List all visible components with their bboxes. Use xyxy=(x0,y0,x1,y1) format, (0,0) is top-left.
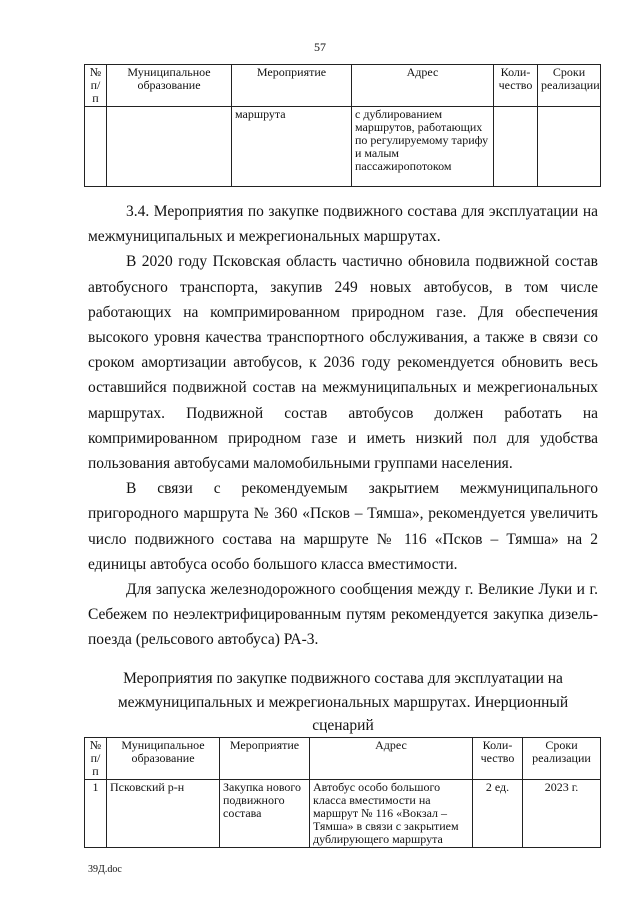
header-event: Мероприятие xyxy=(220,738,310,780)
paragraph-1: В 2020 году Псковская область частично обновила подвижной состав автобусного транспорта, закупив 249 новых автобусов, в том числе работающих на компримированном природном газе. Для обеспечения высокого уровня качества транспортного обслуживания, а также в связи со сроком амортизации автобусов, к 2036 году рекомендуется обновить весь оставшийся подвижной состав на межмуниципальных и межрегиональных маршрутах. Подвижной состав автобусов должен работать на компримированном природном газе и иметь низкий пол для удобства пользования автобусами маломобильными группами населения. xyxy=(88,253,598,473)
header-municipality: Муниципальное образование xyxy=(107,738,220,780)
cell-date: 2023 г. xyxy=(523,780,601,848)
paragraph-3: Для запуска железнодорожного сообщения между г. Великие Луки и г. Себежем по неэлектрифицированным путям рекомендуется закупка дизель-поезда (рельсового автобуса) РА-3. xyxy=(88,581,598,649)
header-date: Сроки реализации xyxy=(538,65,601,107)
cell-municipality: Псковский р-н xyxy=(107,780,220,848)
table-header-row xyxy=(85,738,601,780)
header-quantity: Коли- чество xyxy=(473,738,523,780)
cell-date xyxy=(538,107,601,187)
section-body xyxy=(88,199,598,653)
header-address: Адрес xyxy=(310,738,473,780)
cell-event: Закупка нового подвижного состава xyxy=(220,780,310,848)
file-name-footer: 39Д.doc xyxy=(88,864,122,875)
header-num: № п/п xyxy=(85,738,107,780)
header-address: Адрес xyxy=(352,65,494,107)
header-event: Мероприятие xyxy=(232,65,352,107)
header-municipality: Муниципальное образование xyxy=(107,65,232,107)
cell-quantity xyxy=(494,107,538,187)
table-row xyxy=(85,107,601,187)
cell-address: с дублированием маршрутов, работающих по регулируемому тарифу и малым пассажиропотоком xyxy=(352,107,494,187)
section-title: 3.4. Мероприятия по закупке подвижного состава для эксплуатации на межмуниципальных и межрегиональных маршрутах. xyxy=(88,203,598,246)
cell-quantity: 2 ед. xyxy=(473,780,523,848)
cell-address: Автобус особо большого класса вместимости на маршрут № 116 «Вокзал – Тямша» в связи с закрытием дублирующего маршрута xyxy=(310,780,473,848)
cell-num: 1 xyxy=(85,780,107,848)
table-header-row xyxy=(85,65,601,107)
paragraph-2: В связи с рекомендуемым закрытием межмуниципального пригородного маршрута № 360 «Псков – Тямша», рекомендуется увеличить число подвижного состава на маршруте № 116 «Псков – Тямша» на 2 единицы автобуса особо большого класса вместимости. xyxy=(88,480,598,573)
header-num: № п/п xyxy=(85,65,107,107)
table-continued xyxy=(84,64,601,187)
table-heading: Мероприятия по закупке подвижного состава для эксплуатации на межмуниципальных и межрегиональных маршрутах. Инерционный сценарий xyxy=(117,670,569,734)
table-scenario xyxy=(84,737,601,848)
cell-municipality xyxy=(107,107,232,187)
cell-num xyxy=(85,107,107,187)
table-row xyxy=(85,780,601,848)
header-quantity: Коли- чество xyxy=(494,65,538,107)
header-date: Сроки реализации xyxy=(523,738,601,780)
page-number: 57 xyxy=(314,40,326,54)
cell-event: маршрута xyxy=(232,107,352,187)
